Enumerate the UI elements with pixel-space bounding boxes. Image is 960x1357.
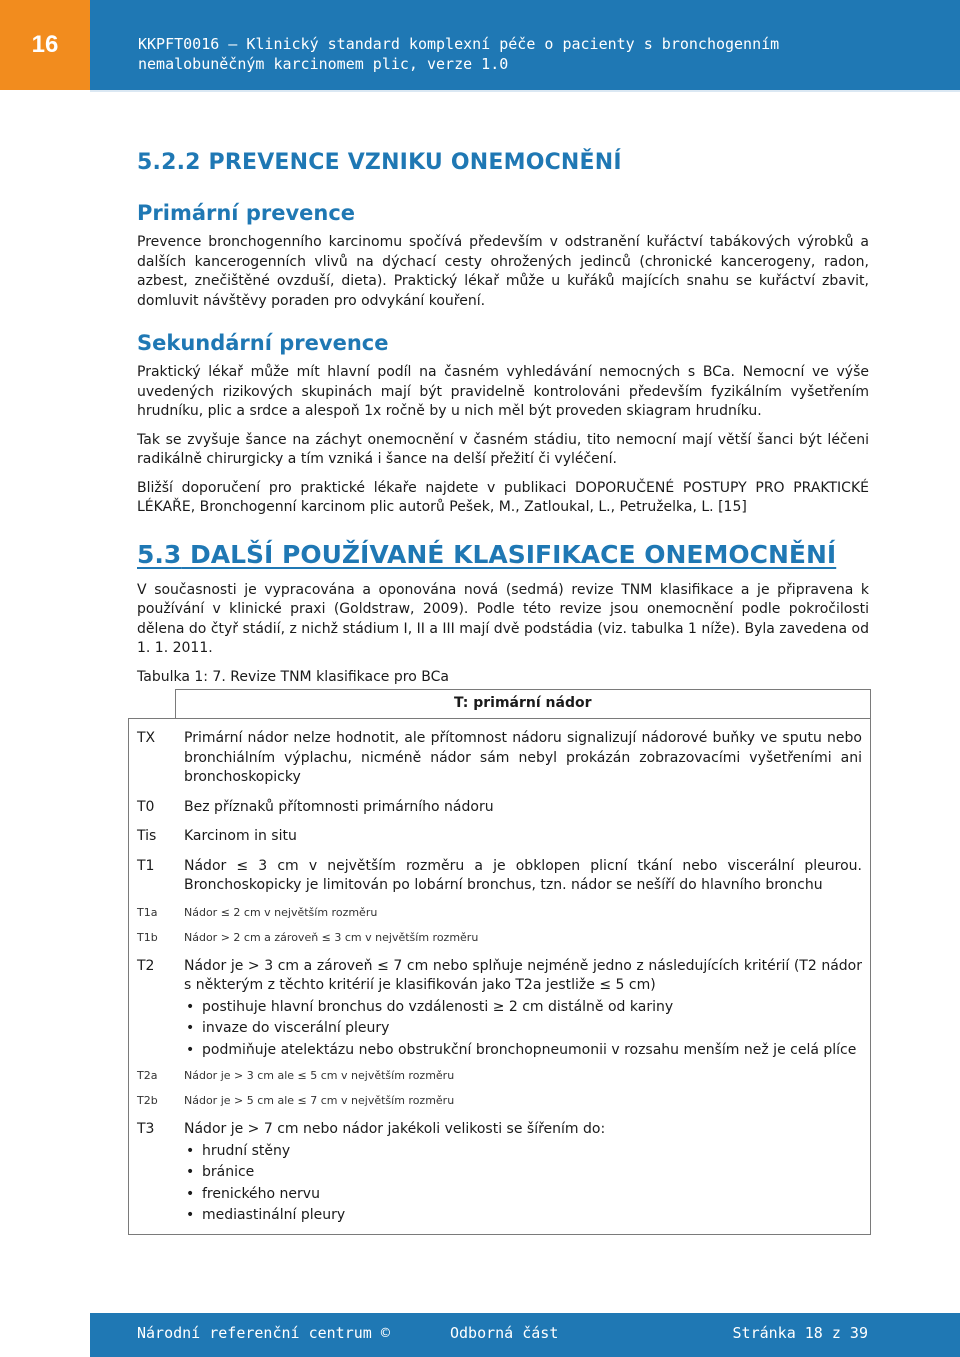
list-item: • invaze do viscerální pleury [202,1019,862,1039]
list-item: • hrudní stěny [202,1142,862,1162]
table-row-tis [129,827,870,847]
paragraph-secondary-2: Tak se zvyšuje šance na záchyt onemocnění v časném stádiu, tito nemocní mají větší šanci být léčeni radikálně chirurgicky a tím vzniká i šance na delší přežití či vyléčení. [137,431,869,467]
t2-criteria-list [184,998,862,1061]
row-description: Nádor ≤ 3 cm v největším rozměru a je obklopen plicní tkání nebo viscerální pleurou. Bronchoskopicky je limitován po lobární bronchus, tzn. nádor se nešíří do hlavního bronchu [184,857,862,893]
table-caption: Tabulka 1: 7. Revize TNM klasifikace pro BCa [137,668,449,685]
list-item: • frenického nervu [202,1185,862,1205]
table-header: T: primární nádor [175,690,871,719]
section-number: 5.3 [137,539,182,569]
list-item: • podmiňuje atelektázu nebo obstrukční bronchopneumonii v rozsahu menším než je celá plíce [202,1041,862,1061]
table-row-tx [129,729,870,788]
section-title: DALŠÍ POUŽÍVANÉ KLASIFIKACE ONEMOCNĚNÍ [190,539,837,569]
row-description: Nádor ≤ 2 cm v největším rozměru [184,905,378,919]
row-code: Tis [137,828,157,844]
row-description-block [184,957,870,1063]
section-heading-prevention [137,150,869,175]
footer-page-count: Stránka 18 z 39 [732,1324,868,1342]
row-description: Nádor je > 5 cm ale ≤ 7 cm v největším rozměru [184,1094,455,1107]
row-code: T1b [137,930,158,944]
row-code: T1 [137,857,155,874]
row-description: Nádor je > 7 cm nebo nádor jakékoli velikosti se šířením do: [184,1121,606,1137]
table-row-t1 [129,857,870,896]
table-row-t1a [129,905,870,920]
table-row-t2 [129,957,870,1063]
paragraph-secondary-3: Bližší doporučení pro praktické lékaře najdete v publikaci DOPORUČENÉ POSTUPY PRO PRAKTICKÉ LÉKAŘE, Bronchogenní karcinom plic autorů Pešek, M., Zatloukal, L., Petruželka, L. [15] [137,479,869,515]
table-row-t2b [129,1093,870,1108]
row-description: Karcinom in situ [184,828,297,844]
tnm-table [128,689,871,1235]
row-code: T1a [137,905,158,919]
table-row-t0 [129,798,870,818]
list-item: • bránice [202,1163,862,1183]
row-code: T3 [137,1121,155,1137]
section-number: 5.2.2 [137,150,201,175]
row-description: Nádor je > 3 cm a zároveň ≤ 7 cm nebo splňuje nejméně jedno z následujících kritérií (T2 nádor s některým z těchto kritérií je klasifikován jako T2a jestliže ≤ 5 cm) [184,957,862,993]
row-description: Nádor > 2 cm a zároveň ≤ 3 cm v největším rozměru [184,930,479,944]
paragraph-primary-prevention: Prevence bronchogenního karcinomu spočívá především v odstranění kuřáctví tabákových výrobků a dalších kancerogenních vlivů na dýchací cesty ohrožených jedinců (chronické kancerogeny, radon, azbest, znečištěné ovzduší, dieta). Praktický lékař může u kuřáků majících snahu se kuřáctví zbavit, domluvit návštěvy poraden pro odvykání kouření. [137,234,869,309]
row-code: T2a [137,1069,158,1082]
row-code: T2b [137,1094,158,1107]
row-code: T2 [137,957,155,974]
heading-primary-prevention: Primární prevence [137,201,356,225]
row-description: Primární nádor nelze hodnotit, ale přítomnost nádoru signalizují nádorové buňky ve sputu nebo bronchiálním výplachu, nicméně nádor sám nebyl prokázán zobrazovacími vyšetřeními ani bronchoskopicky [184,730,862,785]
page-content [137,150,869,685]
document-header [138,34,938,74]
table-row-t2a [129,1068,870,1083]
footer-organization: Národní referenční centrum © [137,1324,390,1342]
row-code: T0 [137,798,155,815]
table-body [129,719,871,1235]
footer-section: Odborná část [450,1324,559,1342]
row-description-block [184,1120,870,1228]
section-heading-classification [137,540,869,569]
paragraph-secondary-1: Praktický lékař může mít hlavní podíl na časném vyhledávání nemocných s BCa. Nemocní ve výše uvedených rizikových skupinách mají být pravidelně kontrolováni především fyzikálním vyšetřením hrudníku, plic a srdce a alespoň 1x ročně by u nich měl být proveden skiagram hrudníku. [137,364,869,419]
page-footer [90,1313,960,1357]
header-title-line1: KKPFT0016 – Klinický standard komplexní péče o pacienty s bronchogenním [138,35,780,53]
t3-extension-list [184,1142,862,1226]
table-row-t3 [129,1120,870,1234]
list-item: • mediastinální pleury [202,1206,862,1226]
section-title: PREVENCE VZNIKU ONEMOCNĚNÍ [208,150,622,175]
row-description: Nádor je > 3 cm ale ≤ 5 cm v největším rozměru [184,1069,455,1082]
row-code: TX [137,730,156,746]
row-description: Bez příznaků přítomnosti primárního nádoru [184,798,494,815]
header-title-line2: nemalobuněčným karcinomem plic, verze 1.0 [138,55,509,73]
list-item: • postihuje hlavní bronchus do vzdálenosti ≥ 2 cm distálně od kariny [202,998,862,1018]
heading-secondary-prevention: Sekundární prevence [137,331,389,355]
page-number-badge [0,0,90,90]
table-corner [129,690,176,719]
paragraph-classification: V současnosti je vypracována a oponována nová (sedmá) revize TNM klasifikace a je připravena k používání v klinické praxi (Goldstraw, 2009). Podle této revize jsou onemocnění podle pokročilosti dělena do čtyř stádií, z nichž stádium I, II a III mají dvě podstádia (viz. tabulka 1 níže). Byla zavedena od 1. 1. 2011. [137,581,869,656]
table-row-t1b [129,930,870,945]
page-number: 16 [31,31,59,58]
header-divider [90,90,960,92]
